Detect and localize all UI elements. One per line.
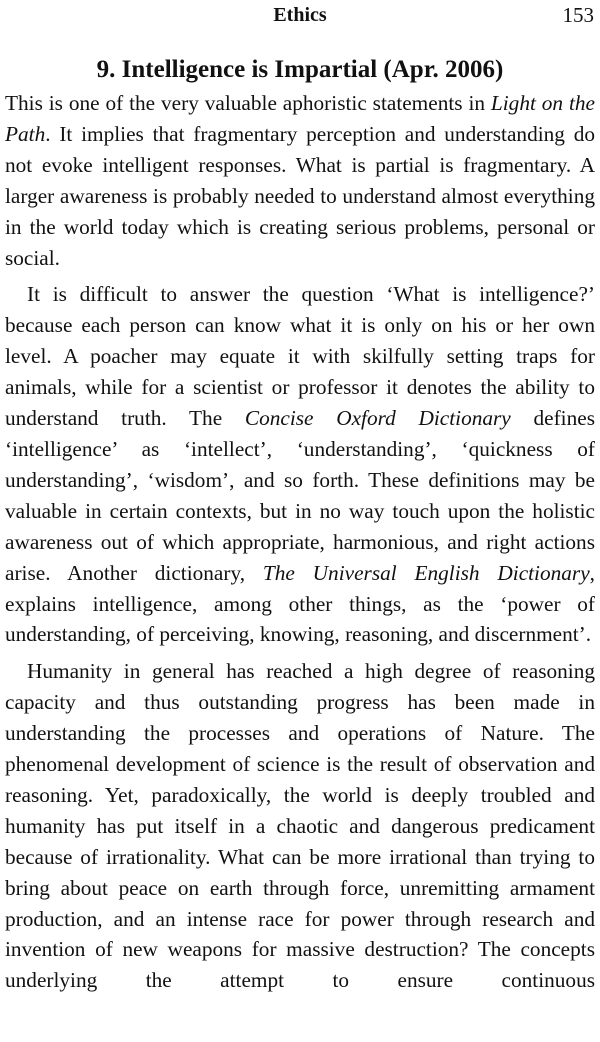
book-title-universal-english-dictionary: The Universal English Dictionary (262, 560, 590, 585)
paragraph-1-text-b: . It implies that fragmentary perception and understanding do not evoke intelligent responses. What is partial is fragmentary. A larger awareness is probably needed to understand almost everything in the world today which is creating serious problems, personal or social. (5, 121, 595, 270)
paragraph-2 (5, 279, 595, 650)
page-number: 153 (562, 3, 594, 27)
book-title-concise-oxford-dictionary: Concise Oxford Dictionary (244, 406, 511, 431)
paragraph-1-text-a: This is one of the very valuable aphoristic statements in (5, 91, 491, 115)
paragraph-2-text-c: , explains intelligence, among other things, as the ‘power of understanding, of perceiving, knowing, reasoning, and discernment’. (5, 560, 595, 647)
running-head (0, 2, 600, 30)
paragraph-3 (5, 656, 595, 996)
paragraph-2-text-a: It is difficult to answer the question ‘What is intelligence?’ because each person can know what it is only on his or her own level. A poacher may equate it with skilfully setting traps for animals, while for a scientist or professor it denotes the ability to understand truth. The (5, 282, 595, 431)
running-head-title: Ethics (273, 4, 327, 26)
book-title-light-on-the-path: Light on the Path (5, 91, 595, 146)
paragraph-2-text-b: defines ‘intelligence’ as ‘intellect’, ‘understanding’, ‘quickness of understanding’, ‘wisdom’, and so forth. These definitions may be valuable in certain contexts, but in no way touch upon the holistic awareness out of which appropriate, harmonious, and right actions arise. Another dictionary, (5, 406, 595, 585)
section-heading: 9. Intelligence is Impartial (Apr. 2006) (96, 56, 504, 83)
paragraph-3-text: Humanity in general has reached a high degree of reasoning capacity and thus outstanding progress has been made in understanding the processes and operations of Nature. The phenomenal development of science is the result of observation and reasoning. Yet, paradoxically, the world is deeply troubled and humanity has put itself in a chaotic and dangerous predicament because of irrationality. What can be more irrational than trying to bring about peace on earth through force, unremitting armament production, and an intense race for power through research and invention of new weapons for massive destruction? The concepts underlying the attempt to ensure continuous (5, 659, 595, 993)
paragraph-1 (5, 88, 595, 273)
body-text (5, 88, 595, 1002)
